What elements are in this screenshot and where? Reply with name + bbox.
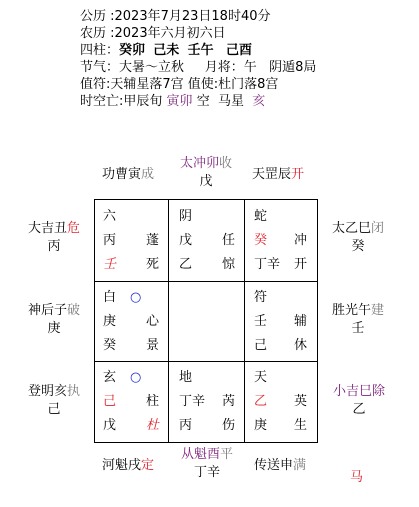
sizhu-month: 己未 <box>153 43 180 58</box>
outer-left-mid-sub: 庚 <box>47 321 61 336</box>
grid-right-border <box>317 199 318 443</box>
outer-bottom-right-main: 传送申 <box>254 458 294 473</box>
palace-s-god: 地 <box>179 370 193 385</box>
outer-right-bottom <box>330 383 388 419</box>
sizhu-line <box>80 42 316 59</box>
outer-left-bottom-main: 登明亥 <box>27 384 67 399</box>
outer-right-top <box>330 220 386 256</box>
chart-header <box>80 8 316 110</box>
palace-ne-door: 开 <box>294 257 308 272</box>
palace-nw-tian: 丙 <box>103 233 117 248</box>
jieqi: 节气：大暑～立秋 <box>80 60 185 75</box>
sizhu-label: 四柱： <box>80 43 120 58</box>
palace-sw <box>94 362 168 442</box>
outer-right-top-sub: 癸 <box>351 239 365 254</box>
palace-nw-god: 六 <box>103 209 117 224</box>
palace-n-god: 阴 <box>179 209 193 224</box>
outer-top-center-suffix: 收 <box>219 156 233 171</box>
palace-w-god: 白 <box>103 290 117 305</box>
palace-n <box>169 199 244 281</box>
palace-ne-tian: 癸 <box>254 233 268 248</box>
outer-left-mid <box>26 302 82 338</box>
sizhu-year: 癸卯 <box>119 43 146 58</box>
palace-se-door: 生 <box>294 418 308 433</box>
palace-ne-god: 蛇 <box>254 209 268 224</box>
kongwang-line <box>80 93 316 110</box>
palace-nw-di: 壬 <box>103 257 117 272</box>
palace-nw <box>94 199 168 281</box>
palace-center <box>169 282 244 361</box>
outer-left-bottom-sub: 己 <box>47 402 61 417</box>
nine-palace-grid <box>94 199 318 443</box>
outer-top-center-main: 太冲卯 <box>179 156 219 171</box>
palace-sw-door: 杜 <box>146 418 160 433</box>
palace-sw-god: 玄 <box>103 370 117 385</box>
palace-se-di: 庚 <box>254 418 268 433</box>
outer-bottom-left-main: 河魁戌 <box>102 458 142 473</box>
outer-right-mid-suffix: 建 <box>371 303 385 318</box>
outer-right-mid-sub: 壬 <box>351 321 365 336</box>
palace-ne <box>245 199 317 281</box>
ju: 阴遁8局 <box>269 60 317 75</box>
palace-se-god: 天 <box>254 370 268 385</box>
outer-bottom-center-suffix: 平 <box>220 447 234 462</box>
kongwang-prefix: 时空亡:甲辰旬 <box>80 94 163 109</box>
palace-s-star: 芮 <box>222 394 236 409</box>
palace-n-di: 乙 <box>179 257 193 272</box>
palace-sw-circle-icon: ○ <box>130 370 142 385</box>
palace-e-tian: 壬 <box>254 314 268 329</box>
outer-bottom-right-suffix: 满 <box>293 458 307 473</box>
outer-bottom-center-main: 从魁酉 <box>180 447 220 462</box>
palace-sw-tian: 己 <box>103 394 117 409</box>
outer-bottom-center-sub: 丁辛 <box>193 465 220 480</box>
outer-top-center <box>176 155 236 191</box>
palace-s-door: 伤 <box>222 418 236 433</box>
sizhu-hour: 己酉 <box>226 43 253 58</box>
outer-top-left-suffix: 成 <box>141 167 155 182</box>
outer-left-top-main: 大吉丑 <box>27 221 67 236</box>
outer-left-top-suffix: 危 <box>67 221 81 236</box>
outer-right-mid <box>330 302 386 338</box>
maxing-branch: 亥 <box>252 94 266 109</box>
palace-e-star: 辅 <box>294 314 308 329</box>
outer-right-bottom-main: 小吉巳 <box>332 384 372 399</box>
outer-left-mid-main: 神后子 <box>27 303 67 318</box>
zhifu-line: 值符:天辅星落7宫 值使:杜门落8宫 <box>80 77 279 92</box>
palace-se-tian: 乙 <box>254 394 268 409</box>
palace-ne-di: 丁辛 <box>254 257 281 272</box>
kongwang-kong: 空 <box>196 94 210 109</box>
outer-top-left-main: 功曹寅 <box>102 167 142 182</box>
outer-bottom-left-suffix: 定 <box>141 458 155 473</box>
palace-n-star: 任 <box>222 233 236 248</box>
outer-top-left <box>102 166 154 184</box>
outer-right-top-main: 太乙巳 <box>331 221 371 236</box>
outer-left-top <box>26 220 82 256</box>
outer-top-right-main: 天罡辰 <box>252 167 292 182</box>
outer-bottom-left <box>102 457 154 475</box>
kongwang-branches: 寅卯 <box>166 94 193 109</box>
gongli-line: 公历 :2023年7月23日18时40分 <box>80 9 271 24</box>
palace-w-di: 癸 <box>103 338 117 353</box>
palace-se <box>245 362 317 442</box>
palace-n-door: 惊 <box>222 257 236 272</box>
palace-ne-star: 冲 <box>294 233 308 248</box>
outer-right-bottom-suffix: 除 <box>372 384 386 399</box>
nongli-line: 农历 :2023年六月初六日 <box>80 26 226 41</box>
grid-bottom-border <box>94 442 318 443</box>
outer-left-bottom-suffix: 执 <box>67 384 81 399</box>
palace-w-door: 景 <box>146 338 160 353</box>
palace-s-tian: 丁辛 <box>179 394 206 409</box>
palace-nw-door: 死 <box>146 257 160 272</box>
jieqi-line <box>80 59 316 76</box>
yuejiang: 月将：午 <box>204 60 257 75</box>
palace-w-circle-icon: ○ <box>130 290 142 305</box>
outer-right-top-suffix: 闭 <box>371 221 385 236</box>
palace-s <box>169 362 244 442</box>
sizhu-day: 壬午 <box>187 43 214 58</box>
outer-left-top-sub: 丙 <box>47 239 61 254</box>
palace-nw-star: 蓬 <box>146 233 160 248</box>
outer-right-mid-main: 胜光午 <box>331 303 371 318</box>
palace-e-god: 符 <box>254 290 268 305</box>
outer-right-bottom-sub: 乙 <box>352 402 366 417</box>
palace-e-di: 己 <box>254 338 268 353</box>
palace-w <box>94 282 168 361</box>
palace-w-star: 心 <box>146 314 160 329</box>
palace-w-tian: 庚 <box>103 314 117 329</box>
maxing-marker: 马 <box>350 470 364 485</box>
outer-top-center-sub: 戊 <box>199 174 213 189</box>
outer-left-mid-suffix: 破 <box>67 303 81 318</box>
palace-sw-star: 柱 <box>146 394 160 409</box>
palace-n-tian: 戊 <box>179 233 193 248</box>
palace-se-star: 英 <box>294 394 308 409</box>
palace-sw-di: 戊 <box>103 418 117 433</box>
palace-e <box>245 282 317 361</box>
outer-bottom-right <box>254 457 306 475</box>
outer-top-right <box>252 166 304 184</box>
outer-left-bottom <box>26 383 82 419</box>
outer-bottom-center <box>176 446 238 482</box>
palace-s-di: 丙 <box>179 418 193 433</box>
maxing-label: 马星 <box>217 94 244 109</box>
palace-e-door: 休 <box>294 338 308 353</box>
outer-top-right-suffix: 开 <box>291 167 305 182</box>
